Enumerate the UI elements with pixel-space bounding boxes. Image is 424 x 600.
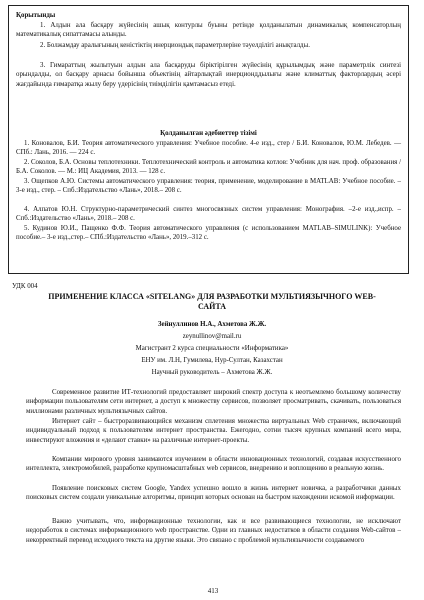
- author-email: zeynullinov@mail.ru: [182, 333, 242, 340]
- body-paragraph-3: Компании мирового уровня занимаются изучением в области инновационных технологий, создавая искусственного интеллекта, электромобилей, разработке крупномасштабных web сервисов, внедрению и воплощению в реальную жизнь.: [26, 456, 401, 473]
- body-paragraph-5: Важно учитывать, что, информационные технологии, как и все развивающиеся технологии, не исключают недоработок в системах информационного web пространстве. Одни из главных недостатков в области создания Web-сайтов – некорректный перевод исходного текста на другие языки. Это связано с проблемой мультиязычности создаваемого: [26, 518, 401, 544]
- udk-code: УДК 004: [12, 283, 38, 290]
- conclusion-item-2: 2. Болжамдау аралығының кеністіктің инерциондық параметрлеріне тәуелділігі анықталды.: [40, 42, 310, 49]
- page-number: 413: [207, 587, 219, 595]
- body-paragraph-4: Появление поисковых систем Google, Yandex успешно вошло в жизнь интернет новичка, а разработчики данных поисковых систем создали уникальные алгоритмы, принцип которых основан на быстром нахождении искомой информации.: [26, 485, 401, 502]
- reference-item-4: 4. Алпатов Ю.Н. Структурно-параметрический синтез многосвязных систем управления: Монография. –2-е изд.,испр. – Спб.:Издательство «Лань», 2018.– 208 с.: [16, 206, 401, 223]
- conclusion-item-3: 3. Гимараттың жылытуын алдын ала басқаруды біріктірілген жүйесінің құрылымдық және параметрлік синтезі орындалды, ол басқару арнасы бойынша объектінің айтарлықтай инерционддылығы және климаттық факторлардың әсері жағдайында ғимаратқа жылу беру үдерісінің тиімділігін қамтамасыз етеді.: [16, 62, 401, 88]
- conclusion-title: Қорытынды: [16, 12, 56, 19]
- conclusion-item-1: 1. Алдын ала басқару жүйесінің ашық контурлы буыны ретінде қолданылатын динамикалық компенсаторлың математикалық сипаттамасы алынды.: [16, 22, 401, 39]
- reference-item-3: 3. Ощепков А.Ю. Системы автоматического управления: теория, применение, моделирование в MATLAB: Учебное пособие. – 3-е изд., стер. – Спб.:Издательство «Лань», 2018.– 208 с.: [16, 178, 401, 195]
- references-title: Қолданылған әдебиеттер тізімі: [160, 130, 257, 137]
- affiliation-line-1: Магистрант 2 курса специальности «Информатика»: [135, 345, 289, 352]
- body-paragraph-2: Интернет сайт – быстроразвивающийся механизм сплетения множества виртуальных Web страничек, включающий индивидуальный подход к пользователям интернет пространства. Ежегодно, сотни тысяч крупных компаний всего мира, инвестируют вложения и «делают ставки» на различные интернет-проекты.: [26, 418, 401, 444]
- article-title: ПРИМЕНЕНИЕ КЛАССА «SITELANG» ДЛЯ РАЗРАБОТКИ МУЛЬТИЯЗЫЧНОГО WEB-САЙТА: [48, 292, 376, 311]
- reference-item-2: 2. Соколов, Б.А. Основы теплотехники. Теплотехнический контроль и автоматика котлов: Учебник для нач. проф. образования / Б.А. Соколов. — М.: ИЦ Академия, 2013. — 128 с.: [16, 159, 401, 176]
- article-authors: Зейнуллинов Н.А., Ахметова Ж.Ж.: [157, 321, 267, 328]
- reference-item-5: 5. Кудинов Ю.И., Пащенко Ф.Ф. Теория автоматического управления (с использованием MATLAB–SIMULINK): Учебное пособие.– 3-е изд.,стер.– СПб.:Издательство «Лань», 2019.–312 с.: [16, 225, 401, 242]
- body-paragraph-1: Современное развитие ИТ-технологий предоставляет широкий спектр доступа к неотъемлемо большому количеству информации пользователям сети интернет, а доступ к множеству сервисов, позволяет просматривать, скачивать, пользоваться миллионами различных мультиязычных сайтов.: [26, 389, 401, 415]
- affiliation-line-2: ЕНУ им. Л.Н, Гумилева, Нур-Султан, Казахстан: [141, 357, 283, 364]
- reference-item-1: 1. Коновалов, Б.И. Теория автоматического управления: Учебное пособие. 4-е изд., стер / Б.И. Коновалов, Ю.М. Лебедев. — СПб.: Лань, 2016. — 224 с.: [16, 140, 401, 157]
- affiliation-line-3: Научный руководитель – Ахметова Ж.Ж.: [151, 369, 273, 376]
